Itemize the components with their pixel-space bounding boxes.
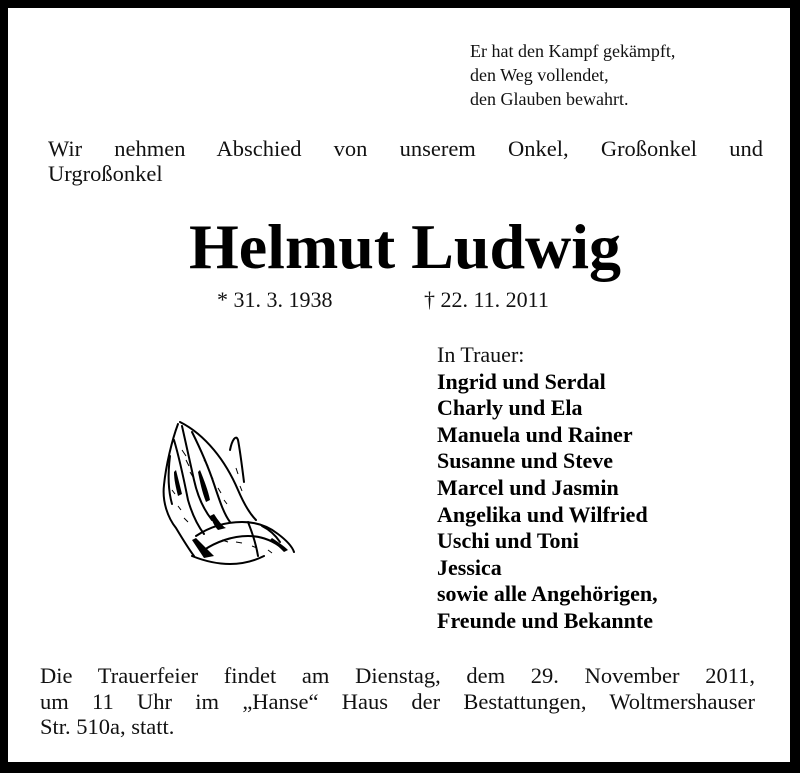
motto-line: den Glauben bewahrt. <box>470 89 629 109</box>
death-date: † 22. 11. 2011 <box>424 287 549 312</box>
mourner-name: Freunde und Bekannte <box>437 607 653 633</box>
mourner-name: Jessica <box>437 554 502 580</box>
mourner-name: Susanne und Steve <box>437 448 614 474</box>
mourners-list <box>437 342 658 635</box>
motto-quote <box>470 39 675 111</box>
praying-hands-icon <box>152 410 302 570</box>
mourner-name: Uschi und Toni <box>437 528 579 554</box>
mourner-name: sowie alle Angehörigen, <box>437 581 658 607</box>
mourner-name: Charly und Ela <box>437 395 583 421</box>
service-line: Die Trauerfeier findet am Dienstag, dem 29. November 2011, <box>40 663 755 688</box>
birth-date: * 31. 3. 1938 <box>217 287 333 312</box>
funeral-service-info <box>40 663 755 740</box>
intro-line: Wir nehmen Abschied von unserem Onkel, Großonkel und <box>48 136 763 161</box>
mourner-name: Marcel und Jasmin <box>437 474 619 500</box>
obituary-card <box>8 8 790 762</box>
service-line: um 11 Uhr im „Hanse“ Haus der Bestattungen, Woltmershauser <box>40 688 755 714</box>
mourner-name: Angelika und Wilfried <box>437 501 648 527</box>
mourner-name: Manuela und Rainer <box>437 421 633 447</box>
mourners-heading: In Trauer: <box>437 342 525 367</box>
mourner-name: Ingrid und Serdal <box>437 368 606 394</box>
service-line: Str. 510a, statt. <box>40 714 175 739</box>
motto-line: den Weg vollendet, <box>470 65 609 85</box>
deceased-name: Helmut Ludwig <box>188 211 622 282</box>
intro-text <box>48 136 763 186</box>
intro-line: Urgroßonkel <box>48 161 163 186</box>
motto-line: Er hat den Kampf gekämpft, <box>470 41 676 61</box>
